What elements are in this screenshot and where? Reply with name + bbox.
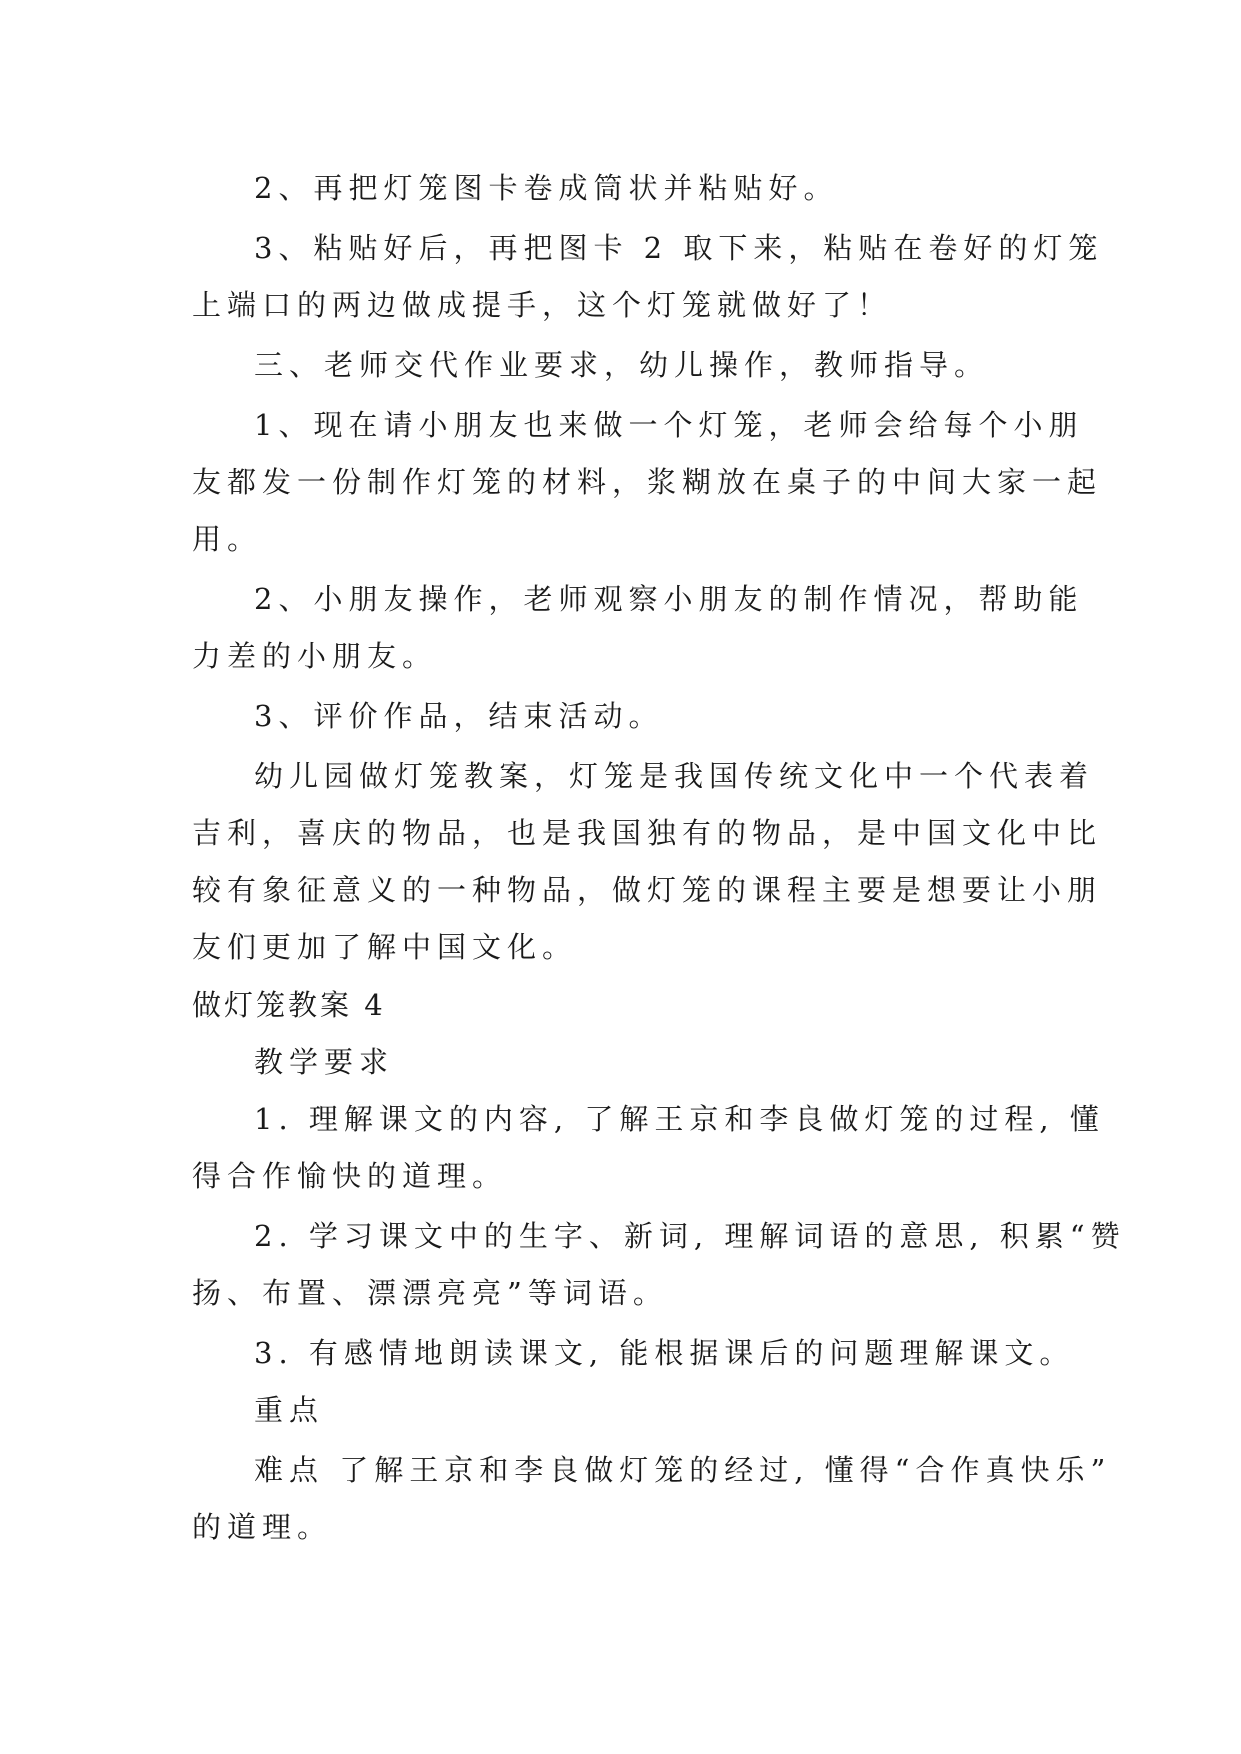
paragraph-key-points: 重点 xyxy=(254,1393,325,1427)
paragraph-req-2-line-2: 扬、布置、漂漂亮亮”等词语。 xyxy=(192,1276,668,1310)
paragraph-req-1-line-1: 1. 理解课文的内容, 了解王京和李良做灯笼的过程, 懂 xyxy=(254,1102,1105,1136)
section-title: 做灯笼教案 4 xyxy=(192,988,386,1022)
paragraph-summary-line-3: 较有象征意义的一种物品，做灯笼的课程主要是想要让小朋 xyxy=(192,873,1103,907)
paragraph-step-2: 2、再把灯笼图卡卷成筒状并粘贴好。 xyxy=(254,171,839,205)
paragraph-difficulty-line-2: 的道理。 xyxy=(192,1510,333,1544)
paragraph-activity-1-line-3: 用。 xyxy=(192,522,263,556)
paragraph-summary-line-2: 吉利，喜庆的物品，也是我国独有的物品，是中国文化中比 xyxy=(192,816,1103,850)
paragraph-req-3: 3. 有感情地朗读课文, 能根据课后的问题理解课文。 xyxy=(254,1336,1075,1370)
paragraph-difficulty-line-1: 难点 了解王京和李良做灯笼的经过, 懂得“合作真快乐” xyxy=(254,1453,1112,1487)
paragraph-activity-1-line-2: 友都发一份制作灯笼的材料，浆糊放在桌子的中间大家一起 xyxy=(192,465,1103,499)
paragraph-activity-3: 3、评价作品，结束活动。 xyxy=(254,699,664,733)
paragraph-activity-1-line-1: 1、现在请小朋友也来做一个灯笼，老师会给每个小朋 xyxy=(254,408,1084,442)
paragraph-req-1-line-2: 得合作愉快的道理。 xyxy=(192,1159,508,1193)
paragraph-requirements-heading: 教学要求 xyxy=(254,1045,395,1079)
paragraph-step-3-line-2: 上端口的两边做成提手，这个灯笼就做好了！ xyxy=(192,288,893,322)
paragraph-summary-line-1: 幼儿园做灯笼教案，灯笼是我国传统文化中一个代表着 xyxy=(254,759,1095,793)
paragraph-summary-line-4: 友们更加了解中国文化。 xyxy=(192,930,578,964)
paragraph-section-3: 三、老师交代作业要求，幼儿操作，教师指导。 xyxy=(254,348,990,382)
paragraph-req-2-line-1: 2. 学习课文中的生字、新词, 理解词语的意思, 积累“赞 xyxy=(254,1219,1126,1253)
paragraph-activity-2-line-1: 2、小朋友操作，老师观察小朋友的制作情况，帮助能 xyxy=(254,582,1084,616)
paragraph-step-3-line-1: 3、粘贴好后，再把图卡 2 取下来，粘贴在卷好的灯笼 xyxy=(254,231,1104,265)
paragraph-activity-2-line-2: 力差的小朋友。 xyxy=(192,639,438,673)
